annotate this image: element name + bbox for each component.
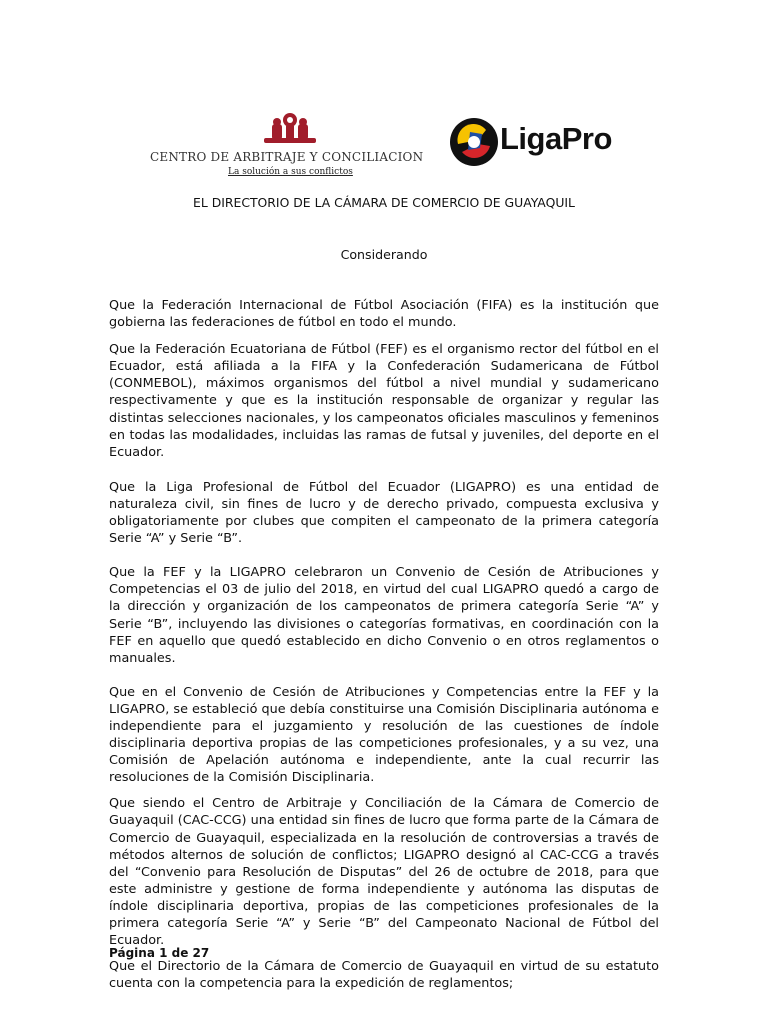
- section-heading: Considerando: [340, 247, 428, 262]
- ligapro-logo: [448, 108, 638, 176]
- paragraph: Que en el Convenio de Cesión de Atribuciones y Competencias entre la FEF y la LIGAPRO, se estableció que debía constituirse una Comisión Disciplinaria autónoma e independiente para el juzgamiento y resolución de las cuestiones de índole disciplinaria deportiva propias de las competiciones profesionales, y a su vez, una Comisión de Apelación autónoma e independiente, ante la cual recurrir las resoluciones de la Comisión Disciplinaria.: [109, 684, 659, 786]
- ligapro-emblem-icon: [448, 114, 500, 170]
- cac-logo-tagline: La solución a sus conflictos: [228, 167, 353, 177]
- ligapro-logo-text: LigaPro: [500, 121, 612, 156]
- cac-logo-name: CENTRO DE ARBITRAJE Y CONCILIACION: [150, 150, 424, 164]
- paragraph: Que el Directorio de la Cámara de Comercio de Guayaquil en virtud de su estatuto cuenta con la competencia para la expedición de reglamentos;: [109, 959, 659, 992]
- paragraph: Que la Federación Ecuatoriana de Fútbol (FEF) es el organismo rector del fútbol en el Ecuador, está afiliada a la FIFA y la Confederación Sudamericana de Fútbol (CONMEBOL), máximos organismos del fútbol a nivel mundial y sudamericano respectivamente y que es la institución responsable de organizar y regular las distintas selecciones nacionales, y los campeonatos oficiales masculinos y femeninos en todas las modalidades, incluidas las ramas de futsal y juveniles, del deporte en el Ecuador.: [109, 342, 659, 460]
- document-body: [109, 297, 659, 992]
- page-title: EL DIRECTORIO DE LA CÁMARA DE COMERCIO DE GUAYAQUIL: [193, 195, 575, 210]
- paragraph: Que siendo el Centro de Arbitraje y Conciliación de la Cámara de Comercio de Guayaquil (CAC-CCG) una entidad sin fines de lucro que forma parte de la Cámara de Comercio de Guayaquil, especializada en la resolución de controversias a través de métodos alternos de solución de conflictos; LIGAPRO designó al CAC-CCG a través del “Convenio para Resolución de Disputas” del 26 de octubre de 2018, para que este administre y gestione de forma independiente y autónoma las disputas de índole disciplinaria deportiva, propias de las competiciones profesionales de la primera categoría Serie “A” y Serie “B” del Campeonato Nacional de Fútbol del Ecuador.: [109, 796, 659, 949]
- page-number: Página 1 de 27: [109, 946, 210, 960]
- paragraph: Que la Liga Profesional de Fútbol del Ecuador (LIGAPRO) es una entidad de naturaleza civil, sin fines de lucro y de derecho privado, compuesta exclusiva y obligatoriamente por clubes que compiten el campeonato de la primera categoría Serie “A” y Serie “B”.: [109, 479, 659, 547]
- cac-logo: [150, 112, 430, 178]
- paragraph: Que la FEF y la LIGAPRO celebraron un Convenio de Cesión de Atribuciones y Competencias el 03 de julio del 2018, en virtud del cual LIGAPRO quedó a cargo de la dirección y organización de los campeonatos de primera categoría Serie “A” y Serie “B”, incluyendo las divisiones o categorías formativas, en coordinación con la FEF en aquello que quedó establecido en dicho Convenio o en otros reglamentos o manuales.: [109, 565, 659, 666]
- cac-emblem-icon: [262, 112, 318, 146]
- paragraph: Que la Federación Internacional de Fútbol Asociación (FIFA) es la institución que gobierna las federaciones de fútbol en todo el mundo.: [109, 298, 659, 331]
- document-header: [150, 108, 638, 180]
